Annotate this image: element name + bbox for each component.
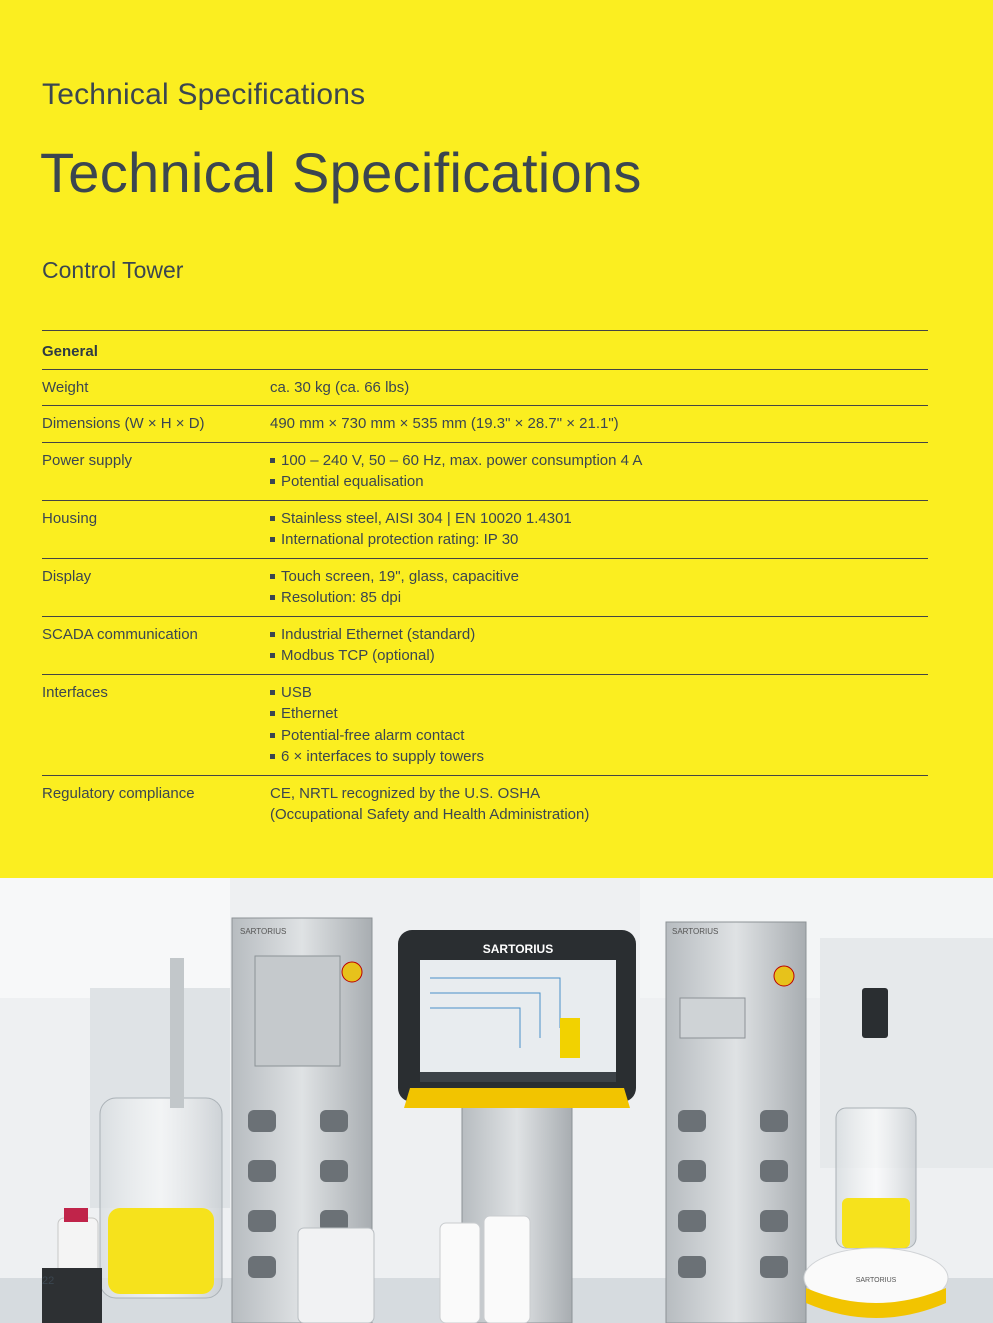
table-row xyxy=(42,776,928,833)
table-group-header xyxy=(42,331,928,370)
spec-value xyxy=(270,682,928,768)
bullet-item: Potential-free alarm contact xyxy=(270,725,928,747)
spec-value xyxy=(270,566,928,609)
spec-value xyxy=(270,783,928,826)
page-title: Technical Specifications xyxy=(40,141,642,204)
spec-label: Display xyxy=(42,567,92,585)
spec-value xyxy=(270,377,928,399)
page-number: 22 xyxy=(42,1275,55,1287)
brand-label-screen: SARTORIUS xyxy=(482,942,554,956)
bullet-item: Potential equalisation xyxy=(270,471,928,493)
spec-label: Power supply xyxy=(42,451,133,469)
lab-equipment-illustration xyxy=(0,878,993,1323)
spec-value xyxy=(270,413,928,435)
bullet-item: Ethernet xyxy=(270,703,928,725)
value-line: (Occupational Safety and Health Administration) xyxy=(270,806,590,823)
bullet-item: Touch screen, 19", glass, capacitive xyxy=(270,566,928,588)
table-row xyxy=(42,443,928,501)
spec-label: Weight xyxy=(42,378,89,396)
table-row xyxy=(42,617,928,675)
table-row xyxy=(42,675,928,776)
spec-table xyxy=(42,330,928,833)
spec-value xyxy=(270,450,928,493)
bullet-item: Industrial Ethernet (standard) xyxy=(270,624,928,646)
spec-label: Housing xyxy=(42,509,98,527)
bullet-item: USB xyxy=(270,682,928,704)
bullet-item: 6 × interfaces to supply towers xyxy=(270,746,928,768)
bullet-item: Resolution: 85 dpi xyxy=(270,587,928,609)
spec-rows xyxy=(42,370,928,833)
table-row xyxy=(42,559,928,617)
spec-value xyxy=(270,624,928,667)
bullet-item: Stainless steel, AISI 304 | EN 10020 1.4301 xyxy=(270,508,928,530)
product-photo xyxy=(0,878,993,1323)
brand-label-right: SARTORIUS xyxy=(672,927,719,936)
brand-label-base: SARTORIUS xyxy=(855,1277,897,1284)
brand-label-left: SARTORIUS xyxy=(240,927,287,936)
value-line: ca. 30 kg (ca. 66 lbs) xyxy=(270,378,410,396)
bullet-item: International protection rating: IP 30 xyxy=(270,529,928,551)
running-header: Technical Specifications xyxy=(42,78,366,111)
table-row xyxy=(42,406,928,443)
spec-label: SCADA communication xyxy=(42,625,198,643)
table-row xyxy=(42,370,928,407)
bullet-item: 100 – 240 V, 50 – 60 Hz, max. power consumption 4 A xyxy=(270,450,928,472)
section-title: Control Tower xyxy=(42,257,184,283)
value-line: 490 mm × 730 mm × 535 mm (19.3" × 28.7" × 21.1") xyxy=(270,415,619,432)
bullet-item: Modbus TCP (optional) xyxy=(270,645,928,667)
spec-label: Dimensions (W × H × D) xyxy=(42,415,205,432)
group-header-label: General xyxy=(42,343,98,360)
spec-label: Interfaces xyxy=(42,683,108,701)
value-line: CE, NRTL recognized by the U.S. OSHA xyxy=(270,784,541,802)
spec-value xyxy=(270,508,928,551)
spec-label: Regulatory compliance xyxy=(42,784,195,802)
table-row xyxy=(42,501,928,559)
